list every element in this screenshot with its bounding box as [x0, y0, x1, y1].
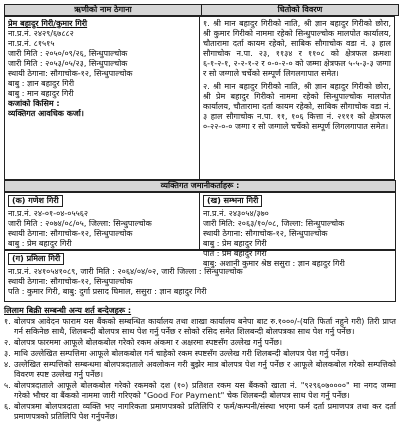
debtor-line: ना.प्र.नं. ८१५१५ — [8, 39, 55, 48]
guarantor-card — [199, 192, 396, 268]
guarantor-line: ना.प्र.नं. २४३०५४/३७० — [203, 209, 269, 218]
guarantor-line: जारी मिति : २०७४/०८/०५, जिल्ला: सिन्धुपाल्चोक — [8, 219, 152, 228]
terms-item-number: ६. — [4, 402, 11, 411]
terms-item-text: बोलपत्र आवेदन फाराम यस बैंकको सम्बन्धित कार्यालय तथा शाखा कार्यालय बनेपा बाट रु.१०००/-(यति फिर्ता नहुने गरी) तिरी प्राप्त गर्न सकिनेछ साथै, शिलबन्दी बोलपत्र साथ पेश गर्नु पर्नेछ र सोको रसिद समेत शिलबन्दी बोलपत्रका साथ पेश गर्नु पर्नेछ। — [14, 317, 396, 336]
guarantor-name: (ख) सम्भना गिरी — [203, 195, 262, 207]
terms-item — [4, 317, 396, 337]
guarantor-name: (क) गणेश गिरी — [8, 195, 63, 207]
terms-section — [4, 306, 396, 423]
terms-item — [4, 338, 396, 348]
terms-item-number: १. — [4, 317, 11, 326]
guarantor-line: जारी मिति: २०६३/१०/०८, जिल्ला: सिन्धुपाल्चोक — [203, 219, 345, 228]
terms-item-text: बोलपत्र फारममा आफूले बोलकबोल गरेको रकम अंकमा र अक्षरमा स्पष्टसँग उल्लेख गर्नु पर्नेछ। — [14, 338, 283, 347]
guarantor-card — [4, 192, 200, 250]
guarantor-line: ना.प्र.नं. २४-०१-०४-०५५६२ — [8, 209, 89, 218]
debtor-collateral-row — [4, 16, 395, 180]
guarantor-line: बाबु: अशानी कुमार श्रेष्ठ ससुरा : ज्ञान बहादुर गिरी — [203, 259, 345, 268]
guarantor-line: पति : कुमार गिरी, बाबु: दुर्गा प्रसाद घिमाल, ससुरा : ज्ञान बहादुर गिरी — [8, 287, 207, 296]
debtor-line: स्थायी ठेगाना: सौगाचोक-१२, सिन्धुपाल्चोक — [8, 69, 133, 78]
debtor-line: जारी मिति : २०५३/०५/२३, सिन्धुपाल्चोक — [8, 59, 128, 68]
terms-item-text: बोलपत्रदाताले आफूले बोलकबोल गरेको रकमको दश (१०) प्रतिशत रकम यस बैंकको खाता नं. "९२९६०७००००" मा नगद जम्मा गरेको भौचर वा बैंकको नाममा जारी गरिएको "Good For Payment" चेक शिलबन्दी बोलपत्र साथ पेश गर्नु पर्नेछ। — [14, 381, 396, 400]
guarantor-line: बाबु : प्रेम बहादुर गिरी — [203, 239, 267, 248]
guarantor-line: पति : प्रेम बहादुर गिरी — [203, 249, 267, 258]
loan-type: व्यक्तिगत आवधिक कर्जा। — [8, 109, 84, 118]
debtor-line: जारी मिति : २०५०/०९/२६, सिन्धुपाल्चोक — [8, 49, 128, 58]
loan-type-caption: कजांको किसिम : — [8, 99, 60, 108]
header-collateral: धितोको विवरण — [201, 4, 399, 16]
terms-item — [4, 381, 396, 401]
terms-title: लिलाम बिक्री सम्बन्धी अन्य शर्त बन्देजहरू : — [4, 306, 132, 315]
terms-item — [4, 402, 396, 422]
terms-item-number: ४. — [4, 360, 11, 369]
guarantor-line: स्थायी ठेगाना: सौगाचोक-१२, सिन्धुपाल्चोक — [203, 229, 328, 238]
terms-item-text: बोलपत्रमा बोलपत्रदाता व्यक्ति भए नागरिकता प्रमाणपत्रको प्रतिलिपि र फर्म/कम्पनी/संस्था भएमा फर्म दर्ता प्रमाणपत्र तथा कर दर्ता प्रमाणपत्रको प्रतिलिपि पेश गर्नुपर्नेछ। — [14, 402, 396, 421]
collateral-item: १. श्री मान बहादुर गिरीको नाति, श्री ज्ञान बहादुर गिरीको छोरा, श्री कुमार गिरीको नाममा रहेको सिन्धुपाल्चोक मालपोत कार्यालय, चौतारामा दर्ता कायम रहेको, साबिक सौगाचोक वडा नं. ३ हाल सौगाचोक न.पा. २३, ११३४ र ११०८ को क्षेत्रफल क्रमशः ६-१-२-१, २-२-१-२ र ०-०-२-० को जम्मा क्षेत्रफल ५-५-३-३ जग्गा र सो जग्गाले चर्चेको सम्पूर्ण लिगलगापात समेत। — [203, 19, 391, 78]
guarantor-line: स्थायी ठेगाना: सौगाचोक-१२, सिन्धुपाल्चोक — [8, 277, 133, 286]
debtor-cell — [4, 16, 200, 180]
guarantor-line: स्थायी ठेगाना: सौगाचोक-१२, सिन्धुपाल्चोक — [8, 229, 133, 238]
guarantor-name: (ग) प्रमिला गिरी — [8, 253, 64, 265]
terms-item-number: २. — [4, 338, 11, 347]
guarantor-line: बाबु : प्रेम बहादुर गिरी — [8, 239, 72, 248]
guarantor-card — [4, 250, 396, 302]
collateral-cell — [199, 16, 395, 180]
debtor-line: ना.प्र.नं. २४२९/६७८८२ — [8, 29, 74, 38]
header-debtor: ऋणीको नाम ठेगाना — [4, 4, 202, 16]
debtor-line: बाबु : मान बहादुर गिरी — [8, 89, 74, 98]
table-header-row — [4, 4, 399, 16]
terms-item — [4, 349, 396, 359]
debtor-line: बाबु : ज्ञान बहादुर गिरी — [8, 79, 75, 88]
terms-item-text: माथि उल्लेखित सम्पत्तिमा आफूले बोलकबोल गर्न चाहेको रकम स्पष्टसँग उल्लेख गरी शिलबन्दी बोलपत्र पेश गर्नु पर्नेछ। — [14, 349, 349, 358]
guarantor-line: ना.प्र.नं. २४१०५४१०८९, जारी मिति : २०६४/०४/०२, जारी जिल्ला : सिन्धुपाल्चोक — [8, 267, 243, 276]
debtor-name: प्रेम बहादुर गिरी/कुमार गिरी — [8, 19, 88, 28]
terms-item-text: उल्लेखित सम्पत्तिको सम्बन्धमा बोलपत्रदाताले अवलोकन गरी बुझेर मात्र बोलपत्र पेश गर्नु पर्नेछ र आफूले बोलकबोल गरेको सम्पत्तिको विवरण स्पष्ट उल्लेख गर्नु पर्नेछ। — [14, 360, 396, 379]
terms-item-number: ५. — [4, 381, 11, 390]
guarantor-section-title: व्यक्तिगत जमानीकर्ताहरू : — [4, 180, 396, 192]
collateral-item: २. श्री मान बहादुर गिरीको नाति, श्री ज्ञान बहादुर गिरीको छोरा, श्री प्रेम बहादुर गिरीको नाममा रहेको सिन्धुपाल्चोक मालपोत कार्यालय, चौतारामा दर्ता कायम रहेको, साबिक सौगाचोक वडा नं. ३ हाल सौगाचोक न.पा. ११, १०६ कित्ता नं. २१११ को क्षेत्रफल ०-२२-०-० जग्गा र सो जग्गाले चर्चेको सम्पूर्ण लिगलगापात समेत। — [203, 82, 391, 131]
terms-item — [4, 360, 396, 380]
terms-item-number: ३. — [4, 349, 11, 358]
